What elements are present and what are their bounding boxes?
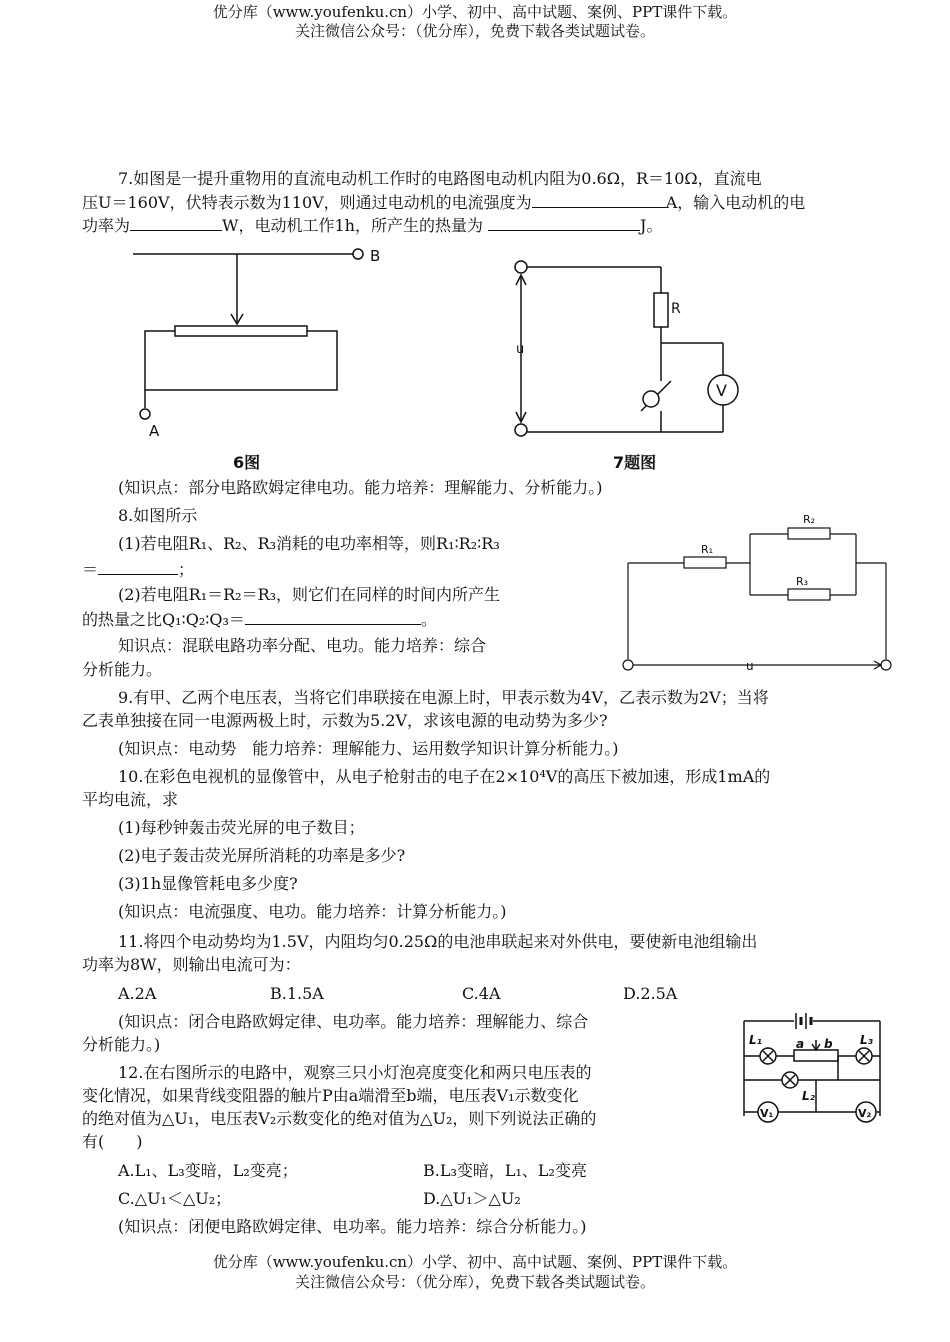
q8-note-1: 知识点：混联电路功率分配、电功。能力培养：综合 bbox=[118, 636, 487, 655]
fig8-label-r2: R₂ bbox=[803, 513, 816, 526]
q10-sub-1: (1)每秒钟轰击荧光屏的电子数目； bbox=[118, 818, 365, 837]
q7-blank-current bbox=[532, 191, 666, 208]
q9-line-2: 乙表单独接在同一电源两极上时，示数为5.2V，求该电源的电动势为多少? bbox=[82, 711, 608, 730]
fig7-label-r: R bbox=[671, 301, 681, 317]
figure-6-caption: 6图 bbox=[233, 453, 261, 472]
q7-line-1: 7.如图是一提升重物用的直流电动机工作时的电路图电动机内阻为0.6Ω，R＝10Ω，直流电 bbox=[118, 169, 762, 188]
q7-line-3: 功率为 W，电动机工作1h，所产生的热量为 J。 bbox=[82, 216, 663, 235]
figure-7-caption: 7题图 bbox=[613, 453, 657, 472]
fig6-label-b: B bbox=[370, 247, 381, 265]
footer-line-1: 优分库（www.youfenku.cn）小学、初中、高中试题、案例、PPT课件下载。 bbox=[212, 1253, 738, 1271]
fig12-label-l3: L₃ bbox=[860, 1033, 873, 1047]
fig12-label-l2: L₂ bbox=[802, 1089, 815, 1103]
q10-sub-3: (3)1h显像管耗电多少度? bbox=[118, 874, 298, 893]
q9-knowledge-note: (知识点：电动势 能力培养：理解能力、运用数学知识计算分析能力。) bbox=[118, 739, 619, 758]
q8-part-2-answer: 的热量之比Q₁∶Q₂∶Q₃＝ 。 bbox=[82, 610, 437, 629]
fig7-label-u: u bbox=[516, 342, 525, 357]
q7-blank-heat bbox=[488, 214, 640, 231]
q8-blank-ratio bbox=[98, 558, 178, 575]
q10-sub-2: (2)电子轰击荧光屏所消耗的功率是多少? bbox=[118, 846, 406, 865]
q12-line-3: 的绝对值为△U₁，电压表V₂示数变化的绝对值为△U₂，则下列说法正确的 bbox=[82, 1109, 597, 1128]
q12-line-2: 变化情况，如果背线变阻器的触片P由a端滑至b端，电压表V₁示数变化 bbox=[82, 1086, 579, 1105]
figure-7-circuit bbox=[505, 255, 755, 445]
q11-option-c: C.4A bbox=[462, 984, 501, 1003]
fig6-label-a: A bbox=[149, 422, 160, 440]
fig12-label-a: a bbox=[796, 1037, 805, 1051]
q8-title: 8.如图所示 bbox=[118, 506, 198, 525]
fig8-label-r3: R₃ bbox=[796, 575, 809, 588]
q11-line-2: 功率为8W，则输出电流可为： bbox=[82, 955, 301, 974]
q12-option-b: B.L₃变暗，L₁、L₂变亮 bbox=[423, 1161, 587, 1180]
fig12-label-b: b bbox=[824, 1037, 833, 1051]
q11-option-b: B.1.5A bbox=[270, 984, 324, 1003]
q6-knowledge-note: (知识点：部分电路欧姆定律电功。能力培养：理解能力、分析能力。) bbox=[118, 478, 603, 497]
q11-option-a: A.2A bbox=[118, 984, 157, 1003]
q12-line-4: 有( ) bbox=[82, 1132, 143, 1151]
figure-8-circuit bbox=[618, 505, 898, 677]
q9-line-1: 9.有甲、乙两个电压表，当将它们串联接在电源上时，甲表示数为4V，乙表示数为2V；当将 bbox=[118, 688, 769, 707]
q12-option-a: A.L₁、L₃变暗，L₂变亮； bbox=[118, 1161, 298, 1180]
q10-line-2: 平均电流，求 bbox=[82, 790, 179, 809]
q10-knowledge-note: (知识点：电流强度、电功。能力培养：计算分析能力。) bbox=[118, 902, 507, 921]
q12-option-c: C.△U₁＜△U₂； bbox=[118, 1189, 232, 1208]
q11-note-1: (知识点：闭合电路欧姆定律、电功率。能力培养：理解能力、综合 bbox=[118, 1012, 589, 1031]
figure-12-circuit bbox=[738, 1008, 888, 1126]
q12-option-d: D.△U₁＞△U₂ bbox=[423, 1189, 521, 1208]
fig12-label-l1: L₁ bbox=[749, 1033, 762, 1047]
figure-6-circuit bbox=[125, 240, 385, 440]
q12-knowledge-note: (知识点：闭便电路欧姆定律、电功率。能力培养：综合分析能力。) bbox=[118, 1217, 587, 1236]
q8-part-2: (2)若电阻R₁＝R₂＝R₃，则它们在同样的时间内所产生 bbox=[118, 585, 501, 604]
fig12-label-v1: V₁ bbox=[760, 1107, 774, 1120]
fig8-label-u: u bbox=[746, 659, 754, 673]
header-line-1: 优分库（www.youfenku.cn）小学、初中、高中试题、案例、PPT课件下载。 bbox=[212, 3, 738, 21]
q7-line-2: 压U＝160V，伏特表示数为110V，则通过电动机的电流强度为 A，输入电动机的电 bbox=[82, 193, 806, 212]
fig8-label-r1: R₁ bbox=[701, 543, 714, 556]
q8-blank-heat-ratio bbox=[245, 608, 421, 625]
q7-blank-power bbox=[130, 214, 222, 231]
footer-line-2: 关注微信公众号：（优分库），免费下载各类试题试卷。 bbox=[294, 1273, 655, 1291]
q12-line-1: 12.在右图所示的电路中，观察三只小灯泡亮度变化和两只电压表的 bbox=[118, 1063, 592, 1082]
q8-part-1: (1)若电阻R₁、R₂、R₃消耗的电功率相等，则R₁∶R₂∶R₃ bbox=[118, 534, 500, 553]
q11-option-d: D.2.5A bbox=[623, 984, 678, 1003]
header-line-2: 关注微信公众号：（优分库），免费下载各类试题试卷。 bbox=[294, 22, 655, 40]
q8-part-1-answer: ＝ ； bbox=[82, 560, 195, 579]
q11-note-2: 分析能力。) bbox=[82, 1035, 161, 1054]
q10-line-1: 10.在彩色电视机的显像管中，从电子枪射击的电子在2×10⁴V的高压下被加速，形成1mA的 bbox=[118, 767, 771, 786]
q8-note-2: 分析能力。 bbox=[82, 660, 163, 679]
fig7-label-v: V bbox=[716, 381, 727, 400]
fig12-label-v2: V₂ bbox=[858, 1107, 872, 1120]
q11-line-1: 11.将四个电动势均为1.5V，内阻均匀0.25Ω的电池串联起来对外供电，要使新电池组输出 bbox=[118, 932, 758, 951]
